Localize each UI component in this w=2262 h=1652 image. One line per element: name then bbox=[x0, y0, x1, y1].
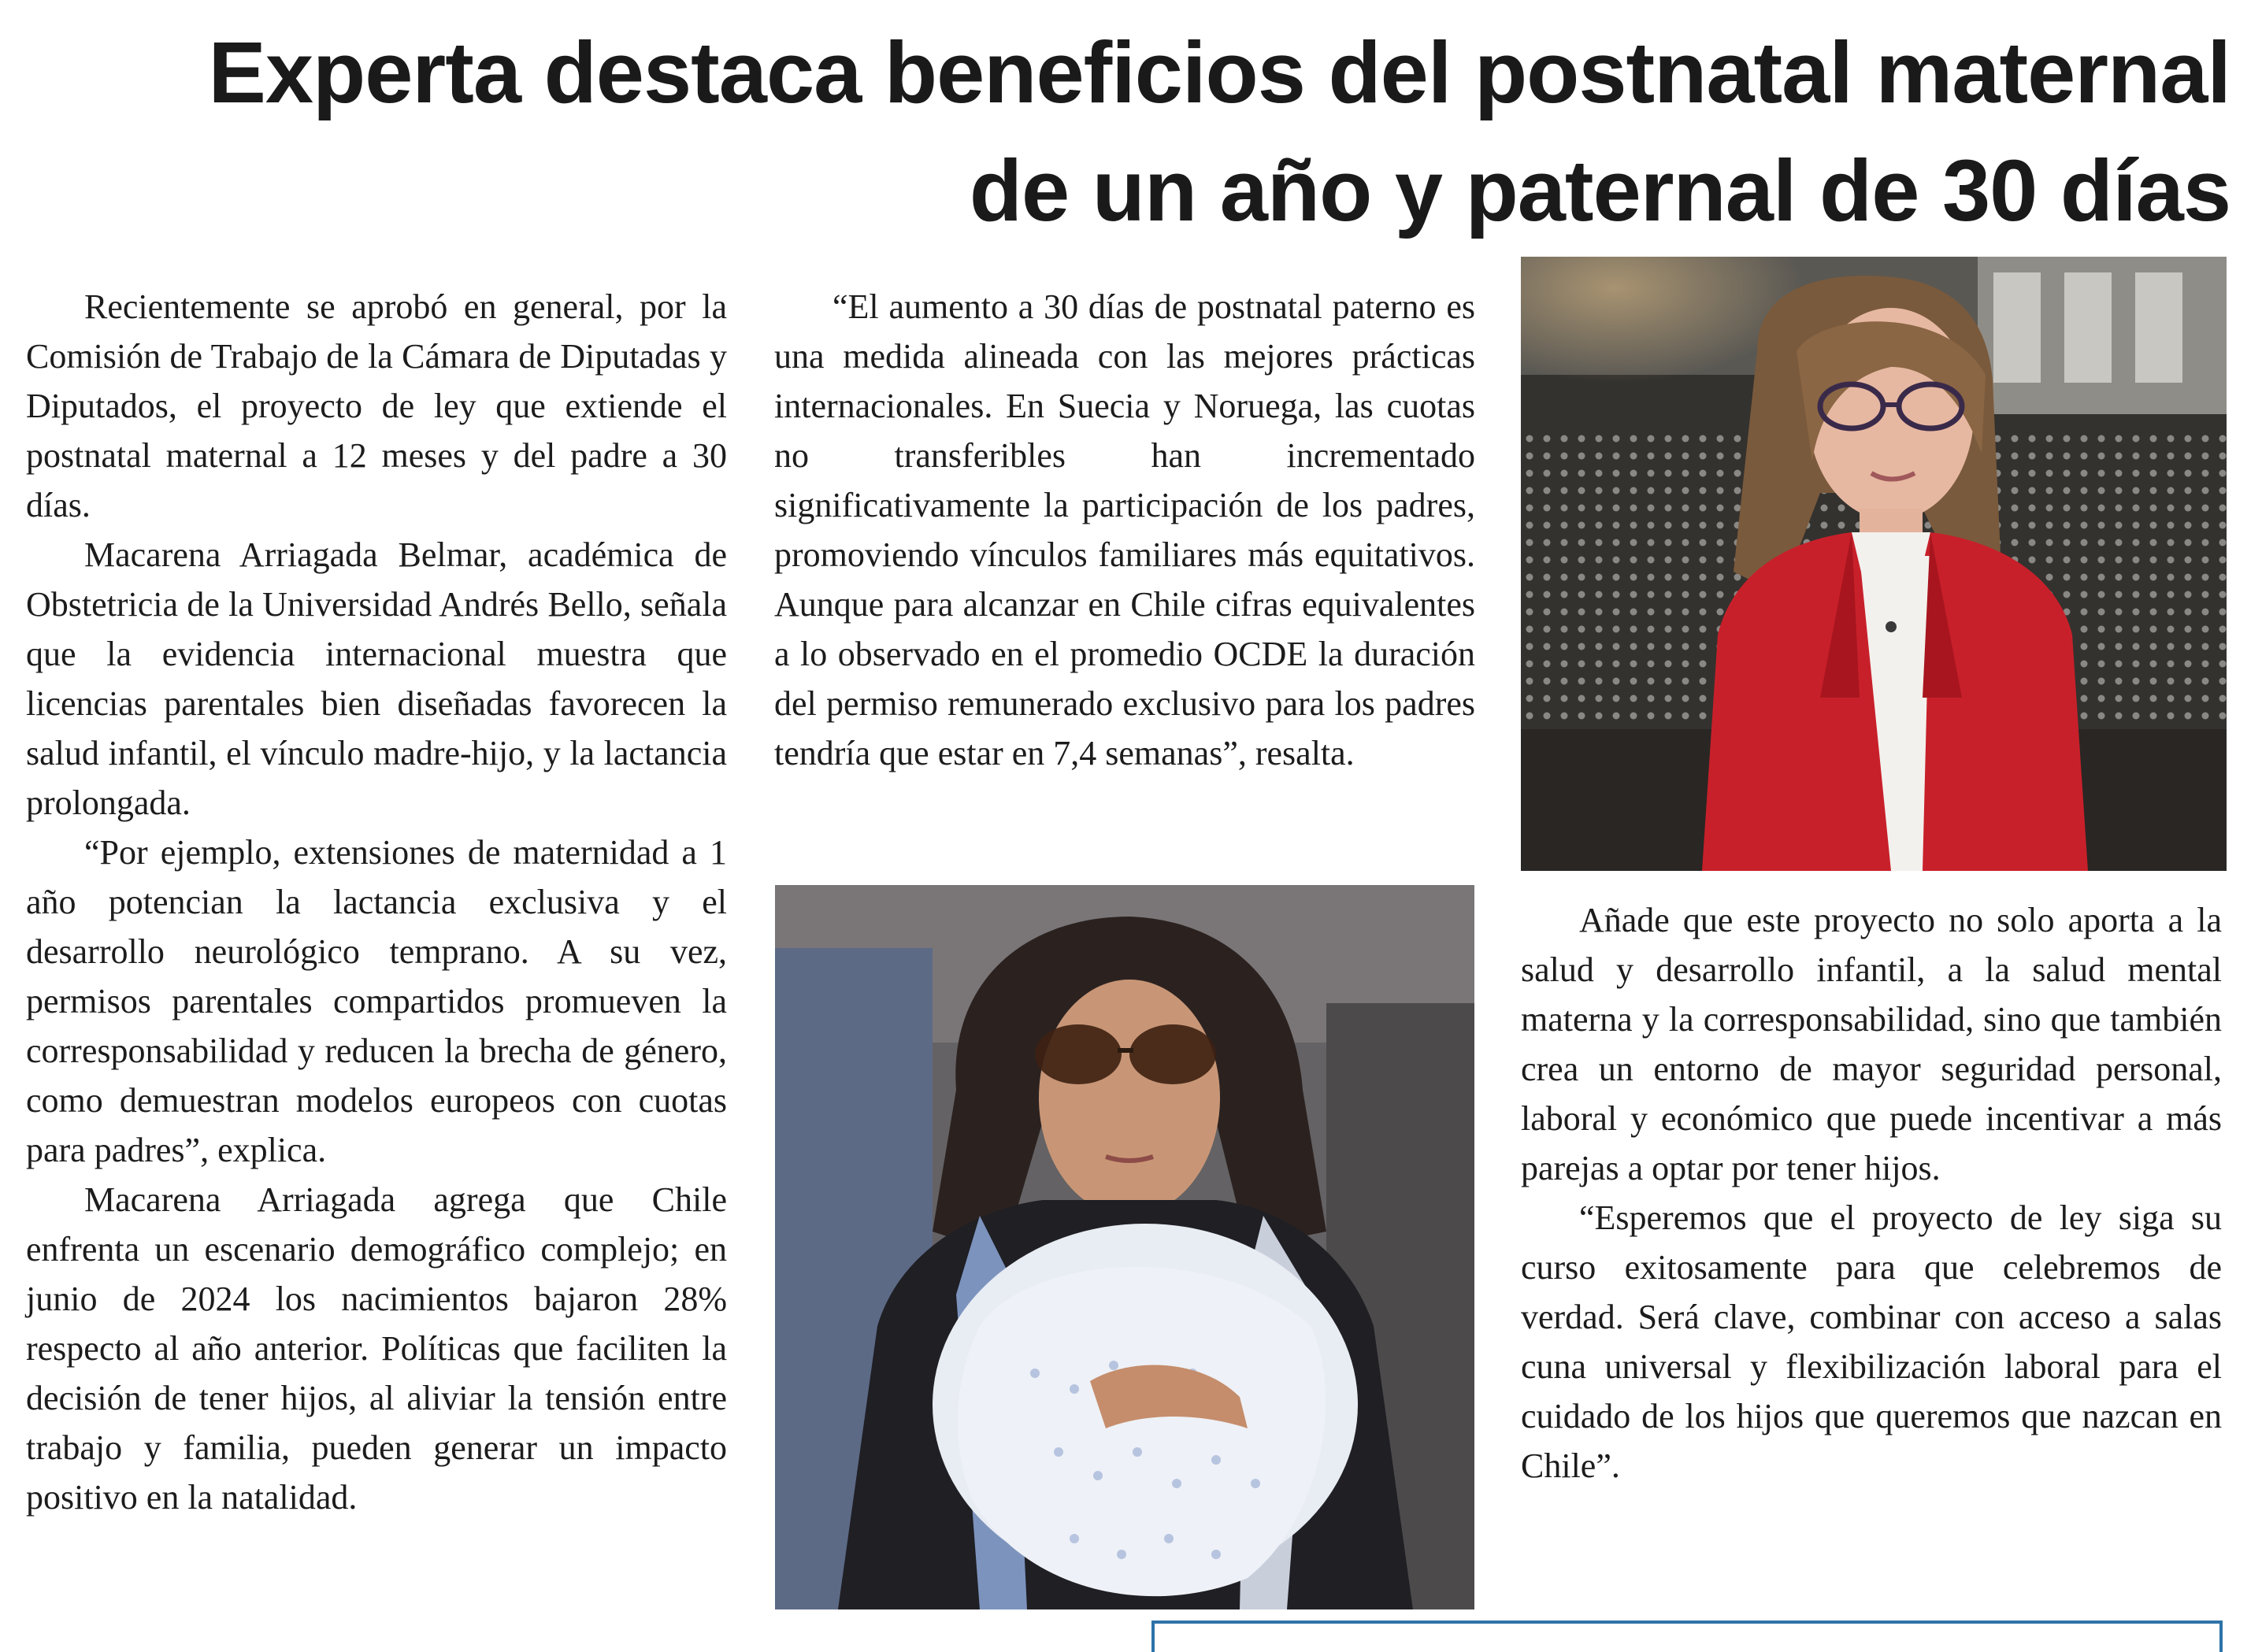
paragraph: Recientemente se aprobó en general, por la Comisión de Trabajo de la Cámara de Diputadas y Diputados, el proyecto de ley que extiende el postnatal maternal a 12 meses y del padre a 30 días. bbox=[26, 287, 727, 524]
paragraph: “Esperemos que el proyecto de ley siga su curso exitosamente para que celebremos de verdad. Será clave, combinar con acceso a salas cuna universal y flexibilización laboral para el cuidado de los hijos que queremos que nazcan en Chile”. bbox=[1521, 1198, 2222, 1485]
paragraph: “Por ejemplo, extensiones de maternidad a 1 año potencian la lactancia exclusiva y el desarrollo neurológico temprano. A su vez, permisos parentales compartidos promueven la corresponsabilidad y reducen la brecha de género, como demuestran modelos europeos con cuotas para padres”, explica. bbox=[26, 833, 727, 1169]
mother-with-baby-photo bbox=[775, 885, 1474, 1609]
headline-line-1: Experta destaca beneficios del postnatal maternal bbox=[208, 24, 2230, 121]
next-article-box-edge bbox=[1151, 1621, 2223, 1652]
paragraph: “El aumento a 30 días de postnatal paterno es una medida alineada con las mejores prácticas internacionales. En Suecia y Noruega, las cuotas no transferibles han incrementado significativamente la participación de los padres, promoviendo vínculos familiares más equitativos. Aunque para alcanzar en Chile cifras equivalentes a lo observado en el promedio OCDE la duración del permiso remunerado exclusivo para los padres tendría que estar en 7,4 semanas”, resalta. bbox=[774, 287, 1475, 772]
paragraph: Macarena Arriagada agrega que Chile enfrenta un escenario demográfico complejo; en junio de 2024 los nacimientos bajaron 28% respecto al año anterior. Políticas que faciliten la decisión de tener hijos, al aliviar la tensión entre trabajo y familia, pueden generar un impacto positivo en la natalidad. bbox=[26, 1180, 727, 1517]
headline-line-2: de un año y paternal de 30 días bbox=[969, 143, 2230, 239]
paragraph: Añade que este proyecto no solo aporta a la salud y desarrollo infantil, a la salud mental materna y la corresponsabilidad, sino que también crea un entorno de mayor seguridad personal, laboral y económico que puede incentivar a más parejas a optar por tener hijos. bbox=[1521, 901, 2222, 1187]
paragraph: Macarena Arriagada Belmar, académica de Obstetricia de la Universidad Andrés Bello, señala que la evidencia internacional muestra que licencias parentales bien diseñadas favorecen la salud infantil, el vínculo madre-hijo, y la lactancia prolongada. bbox=[26, 535, 727, 822]
mother-with-baby-illustration bbox=[775, 885, 1474, 1609]
expert-portrait-illustration bbox=[1521, 257, 2227, 871]
article-column-1 bbox=[26, 282, 727, 1522]
article-column-2 bbox=[774, 282, 1475, 778]
expert-portrait-photo bbox=[1521, 257, 2227, 871]
article-headline bbox=[47, 14, 2230, 250]
article-column-3 bbox=[1521, 895, 2222, 1491]
